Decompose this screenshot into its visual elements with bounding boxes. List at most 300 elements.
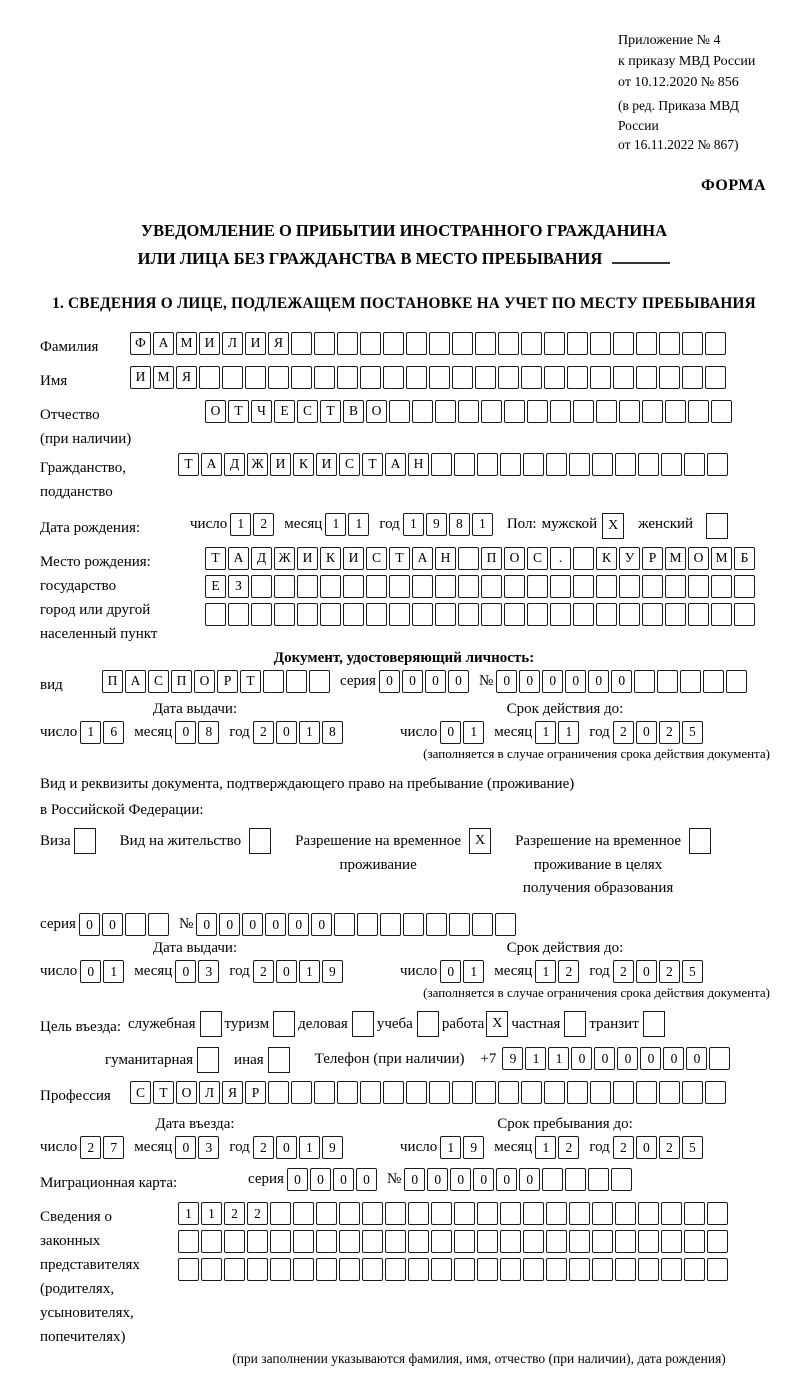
char-cell[interactable] [293,1230,314,1253]
char-cell[interactable] [500,1202,521,1225]
char-cell[interactable] [590,1081,611,1104]
char-cell[interactable]: 2 [659,1136,680,1159]
char-cell[interactable]: Т [362,453,383,476]
char-cell[interactable] [228,603,249,626]
char-cell[interactable] [475,366,496,389]
char-cell[interactable] [268,366,289,389]
char-cell[interactable]: 0 [640,1047,661,1070]
char-cell[interactable] [270,1258,291,1281]
char-cell[interactable]: И [316,453,337,476]
char-cell[interactable] [500,1230,521,1253]
char-cell[interactable] [201,1230,222,1253]
char-cell[interactable] [380,913,401,936]
char-cell[interactable]: К [320,547,341,570]
residence-permit-checkbox[interactable] [249,828,271,854]
char-cell[interactable]: 1 [535,960,556,983]
char-cell[interactable] [125,913,146,936]
char-cell[interactable]: 1 [472,513,493,536]
char-cell[interactable]: 1 [103,960,124,983]
char-cell[interactable] [613,366,634,389]
char-cell[interactable]: 0 [379,670,400,693]
char-cell[interactable] [638,1258,659,1281]
char-cell[interactable] [707,1258,728,1281]
char-cell[interactable]: 1 [558,721,579,744]
char-cell[interactable]: 8 [322,721,343,744]
char-cell[interactable]: 7 [103,1136,124,1159]
char-cell[interactable] [297,575,318,598]
char-cell[interactable] [596,575,617,598]
char-cell[interactable]: 0 [473,1168,494,1191]
char-cell[interactable] [665,575,686,598]
char-cell[interactable]: 1 [548,1047,569,1070]
char-cell[interactable] [477,1202,498,1225]
char-cell[interactable]: 0 [356,1168,377,1191]
char-cell[interactable] [707,453,728,476]
char-cell[interactable]: А [125,670,146,693]
char-cell[interactable]: 0 [175,721,196,744]
char-cell[interactable]: 9 [322,1136,343,1159]
char-cell[interactable]: 0 [102,913,123,936]
char-cell[interactable] [481,575,502,598]
char-cell[interactable]: 5 [682,1136,703,1159]
char-cell[interactable]: Д [224,453,245,476]
char-cell[interactable] [659,332,680,355]
char-cell[interactable] [504,400,525,423]
char-cell[interactable] [544,1081,565,1104]
char-cell[interactable]: Е [274,400,295,423]
char-cell[interactable] [477,1258,498,1281]
char-cell[interactable] [320,575,341,598]
char-cell[interactable] [642,400,663,423]
char-cell[interactable] [546,1202,567,1225]
char-cell[interactable] [619,575,640,598]
char-cell[interactable] [619,603,640,626]
char-cell[interactable] [458,603,479,626]
char-cell[interactable] [339,1230,360,1253]
char-cell[interactable]: К [596,547,617,570]
char-cell[interactable] [389,575,410,598]
char-cell[interactable] [521,332,542,355]
char-cell[interactable] [293,1258,314,1281]
char-cell[interactable]: 0 [276,960,297,983]
char-cell[interactable] [504,603,525,626]
char-cell[interactable] [435,400,456,423]
char-cell[interactable] [573,575,594,598]
char-cell[interactable] [339,1258,360,1281]
char-cell[interactable]: С [148,670,169,693]
char-cell[interactable]: 1 [80,721,101,744]
char-cell[interactable]: А [153,332,174,355]
char-cell[interactable] [613,1081,634,1104]
char-cell[interactable] [178,1230,199,1253]
char-cell[interactable] [454,1202,475,1225]
char-cell[interactable] [498,366,519,389]
char-cell[interactable]: 0 [219,913,240,936]
char-cell[interactable]: Т [320,400,341,423]
char-cell[interactable]: О [176,1081,197,1104]
char-cell[interactable] [297,603,318,626]
char-cell[interactable] [638,453,659,476]
char-cell[interactable]: 8 [198,721,219,744]
char-cell[interactable] [316,1202,337,1225]
char-cell[interactable] [339,1202,360,1225]
char-cell[interactable]: 0 [287,1168,308,1191]
char-cell[interactable]: 2 [659,960,680,983]
char-cell[interactable]: 0 [404,1168,425,1191]
char-cell[interactable] [408,1258,429,1281]
char-cell[interactable]: Ч [251,400,272,423]
char-cell[interactable]: 0 [519,670,540,693]
char-cell[interactable]: Л [199,1081,220,1104]
gender-male-checkbox[interactable]: X [602,513,624,539]
char-cell[interactable] [550,575,571,598]
char-cell[interactable] [636,332,657,355]
char-cell[interactable] [429,332,450,355]
char-cell[interactable] [435,575,456,598]
char-cell[interactable]: 1 [178,1202,199,1225]
char-cell[interactable]: 0 [450,1168,471,1191]
char-cell[interactable]: 9 [426,513,447,536]
char-cell[interactable] [573,400,594,423]
char-cell[interactable] [569,1258,590,1281]
char-cell[interactable] [431,1230,452,1253]
gender-female-checkbox[interactable] [706,513,728,539]
char-cell[interactable] [475,1081,496,1104]
char-cell[interactable] [385,1230,406,1253]
char-cell[interactable] [544,332,565,355]
char-cell[interactable]: Т [240,670,261,693]
char-cell[interactable]: О [366,400,387,423]
tourism-checkbox[interactable] [273,1011,295,1037]
char-cell[interactable] [734,603,755,626]
char-cell[interactable] [592,1230,613,1253]
char-cell[interactable]: 2 [558,1136,579,1159]
char-cell[interactable]: 2 [253,1136,274,1159]
char-cell[interactable]: С [366,547,387,570]
char-cell[interactable] [527,603,548,626]
char-cell[interactable] [596,603,617,626]
char-cell[interactable] [454,1258,475,1281]
char-cell[interactable]: П [481,547,502,570]
char-cell[interactable]: И [199,332,220,355]
char-cell[interactable] [251,575,272,598]
char-cell[interactable] [431,1202,452,1225]
temp-permit-checkbox[interactable]: X [469,828,491,854]
char-cell[interactable] [406,366,427,389]
char-cell[interactable] [611,1168,632,1191]
char-cell[interactable] [567,332,588,355]
char-cell[interactable] [665,400,686,423]
char-cell[interactable] [615,1202,636,1225]
char-cell[interactable] [286,670,307,693]
char-cell[interactable] [224,1230,245,1253]
char-cell[interactable]: М [153,366,174,389]
char-cell[interactable] [615,1258,636,1281]
char-cell[interactable] [498,1081,519,1104]
char-cell[interactable] [362,1258,383,1281]
char-cell[interactable] [569,1202,590,1225]
char-cell[interactable] [659,1081,680,1104]
char-cell[interactable] [661,1258,682,1281]
humanitarian-checkbox[interactable] [197,1047,219,1073]
char-cell[interactable]: С [130,1081,151,1104]
char-cell[interactable] [431,453,452,476]
char-cell[interactable] [711,575,732,598]
char-cell[interactable] [546,1230,567,1253]
char-cell[interactable]: О [194,670,215,693]
char-cell[interactable] [638,1230,659,1253]
char-cell[interactable] [546,1258,567,1281]
char-cell[interactable] [705,366,726,389]
char-cell[interactable]: О [688,547,709,570]
other-checkbox[interactable] [268,1047,290,1073]
char-cell[interactable]: . [550,547,571,570]
char-cell[interactable] [360,332,381,355]
char-cell[interactable]: 0 [440,960,461,983]
transit-checkbox[interactable] [643,1011,665,1037]
char-cell[interactable] [661,1202,682,1225]
char-cell[interactable] [688,575,709,598]
char-cell[interactable]: Н [435,547,456,570]
char-cell[interactable]: 0 [265,913,286,936]
char-cell[interactable] [274,603,295,626]
char-cell[interactable]: 0 [80,960,101,983]
char-cell[interactable] [406,1081,427,1104]
char-cell[interactable] [316,1230,337,1253]
char-cell[interactable] [291,332,312,355]
char-cell[interactable]: 1 [463,721,484,744]
char-cell[interactable] [389,400,410,423]
char-cell[interactable] [366,575,387,598]
edu-permit-checkbox[interactable] [689,828,711,854]
char-cell[interactable]: А [228,547,249,570]
char-cell[interactable] [705,332,726,355]
char-cell[interactable] [337,1081,358,1104]
char-cell[interactable] [590,366,611,389]
char-cell[interactable] [500,453,521,476]
char-cell[interactable]: Р [642,547,663,570]
char-cell[interactable] [709,1047,730,1070]
char-cell[interactable] [389,603,410,626]
char-cell[interactable] [527,575,548,598]
char-cell[interactable] [682,1081,703,1104]
char-cell[interactable] [247,1230,268,1253]
char-cell[interactable]: 0 [611,670,632,693]
char-cell[interactable]: К [293,453,314,476]
char-cell[interactable]: 1 [201,1202,222,1225]
char-cell[interactable]: А [201,453,222,476]
char-cell[interactable]: 0 [175,960,196,983]
char-cell[interactable] [569,1230,590,1253]
char-cell[interactable]: 0 [79,913,100,936]
char-cell[interactable]: 0 [496,1168,517,1191]
char-cell[interactable]: 9 [502,1047,523,1070]
char-cell[interactable]: Т [205,547,226,570]
char-cell[interactable] [366,603,387,626]
char-cell[interactable] [412,575,433,598]
char-cell[interactable] [383,366,404,389]
char-cell[interactable] [495,913,516,936]
char-cell[interactable]: В [343,400,364,423]
char-cell[interactable] [360,366,381,389]
char-cell[interactable]: О [205,400,226,423]
char-cell[interactable] [458,400,479,423]
char-cell[interactable]: Ж [247,453,268,476]
char-cell[interactable] [619,400,640,423]
char-cell[interactable]: 1 [403,513,424,536]
char-cell[interactable]: 2 [613,1136,634,1159]
char-cell[interactable] [408,1230,429,1253]
char-cell[interactable]: 0 [686,1047,707,1070]
char-cell[interactable]: П [102,670,123,693]
char-cell[interactable]: 0 [333,1168,354,1191]
char-cell[interactable] [385,1202,406,1225]
char-cell[interactable] [657,670,678,693]
char-cell[interactable] [291,366,312,389]
char-cell[interactable] [596,400,617,423]
char-cell[interactable] [711,400,732,423]
char-cell[interactable] [642,575,663,598]
char-cell[interactable] [682,366,703,389]
char-cell[interactable]: И [343,547,364,570]
char-cell[interactable] [659,366,680,389]
char-cell[interactable] [403,913,424,936]
char-cell[interactable]: 1 [299,1136,320,1159]
char-cell[interactable] [705,1081,726,1104]
char-cell[interactable] [684,1202,705,1225]
char-cell[interactable]: 2 [558,960,579,983]
char-cell[interactable] [385,1258,406,1281]
char-cell[interactable] [274,575,295,598]
char-cell[interactable] [500,1258,521,1281]
char-cell[interactable] [148,913,169,936]
char-cell[interactable]: 0 [636,960,657,983]
char-cell[interactable]: 2 [253,721,274,744]
char-cell[interactable]: 0 [663,1047,684,1070]
char-cell[interactable]: Т [178,453,199,476]
char-cell[interactable] [634,670,655,693]
char-cell[interactable]: Е [205,575,226,598]
char-cell[interactable]: Д [251,547,272,570]
char-cell[interactable] [527,400,548,423]
char-cell[interactable]: 5 [682,960,703,983]
char-cell[interactable] [523,1202,544,1225]
char-cell[interactable]: М [711,547,732,570]
char-cell[interactable]: С [339,453,360,476]
char-cell[interactable]: 0 [276,721,297,744]
char-cell[interactable] [314,366,335,389]
char-cell[interactable]: М [176,332,197,355]
char-cell[interactable]: А [385,453,406,476]
char-cell[interactable]: 2 [253,513,274,536]
char-cell[interactable] [665,603,686,626]
char-cell[interactable] [521,366,542,389]
char-cell[interactable]: С [527,547,548,570]
char-cell[interactable]: 2 [613,960,634,983]
char-cell[interactable] [613,332,634,355]
char-cell[interactable] [270,1230,291,1253]
char-cell[interactable] [477,1230,498,1253]
char-cell[interactable]: 1 [230,513,251,536]
char-cell[interactable]: 9 [322,960,343,983]
char-cell[interactable] [458,547,479,570]
char-cell[interactable]: 8 [449,513,470,536]
char-cell[interactable] [314,1081,335,1104]
char-cell[interactable] [293,1202,314,1225]
char-cell[interactable]: Я [222,1081,243,1104]
char-cell[interactable]: И [245,332,266,355]
char-cell[interactable] [320,603,341,626]
char-cell[interactable] [426,913,447,936]
char-cell[interactable]: А [412,547,433,570]
char-cell[interactable]: 2 [224,1202,245,1225]
char-cell[interactable] [222,366,243,389]
char-cell[interactable] [592,453,613,476]
char-cell[interactable] [263,670,284,693]
char-cell[interactable] [711,603,732,626]
char-cell[interactable]: 0 [427,1168,448,1191]
char-cell[interactable]: Н [408,453,429,476]
char-cell[interactable]: 1 [535,1136,556,1159]
char-cell[interactable] [573,603,594,626]
char-cell[interactable] [178,1258,199,1281]
char-cell[interactable]: 1 [440,1136,461,1159]
char-cell[interactable]: 0 [636,721,657,744]
char-cell[interactable]: И [130,366,151,389]
char-cell[interactable] [334,913,355,936]
char-cell[interactable] [291,1081,312,1104]
char-cell[interactable]: У [619,547,640,570]
char-cell[interactable] [684,1258,705,1281]
char-cell[interactable] [429,366,450,389]
char-cell[interactable]: Р [245,1081,266,1104]
char-cell[interactable]: 3 [198,960,219,983]
char-cell[interactable]: С [297,400,318,423]
char-cell[interactable] [684,453,705,476]
char-cell[interactable] [309,670,330,693]
char-cell[interactable]: 2 [613,721,634,744]
char-cell[interactable] [567,366,588,389]
char-cell[interactable] [337,332,358,355]
work-checkbox[interactable]: X [486,1011,508,1037]
char-cell[interactable]: 0 [288,913,309,936]
char-cell[interactable] [636,1081,657,1104]
char-cell[interactable] [245,366,266,389]
char-cell[interactable] [362,1202,383,1225]
char-cell[interactable]: 0 [617,1047,638,1070]
char-cell[interactable]: 0 [310,1168,331,1191]
char-cell[interactable] [615,1230,636,1253]
char-cell[interactable] [477,453,498,476]
char-cell[interactable] [542,1168,563,1191]
char-cell[interactable] [383,332,404,355]
char-cell[interactable]: 2 [247,1202,268,1225]
char-cell[interactable] [573,547,594,570]
char-cell[interactable]: 0 [448,670,469,693]
char-cell[interactable] [682,332,703,355]
char-cell[interactable]: 0 [242,913,263,936]
char-cell[interactable] [452,1081,473,1104]
char-cell[interactable]: З [228,575,249,598]
char-cell[interactable] [638,1202,659,1225]
char-cell[interactable]: Ж [274,547,295,570]
char-cell[interactable] [521,1081,542,1104]
char-cell[interactable]: 0 [276,1136,297,1159]
char-cell[interactable]: 1 [463,960,484,983]
char-cell[interactable]: И [297,547,318,570]
char-cell[interactable] [544,366,565,389]
char-cell[interactable] [431,1258,452,1281]
